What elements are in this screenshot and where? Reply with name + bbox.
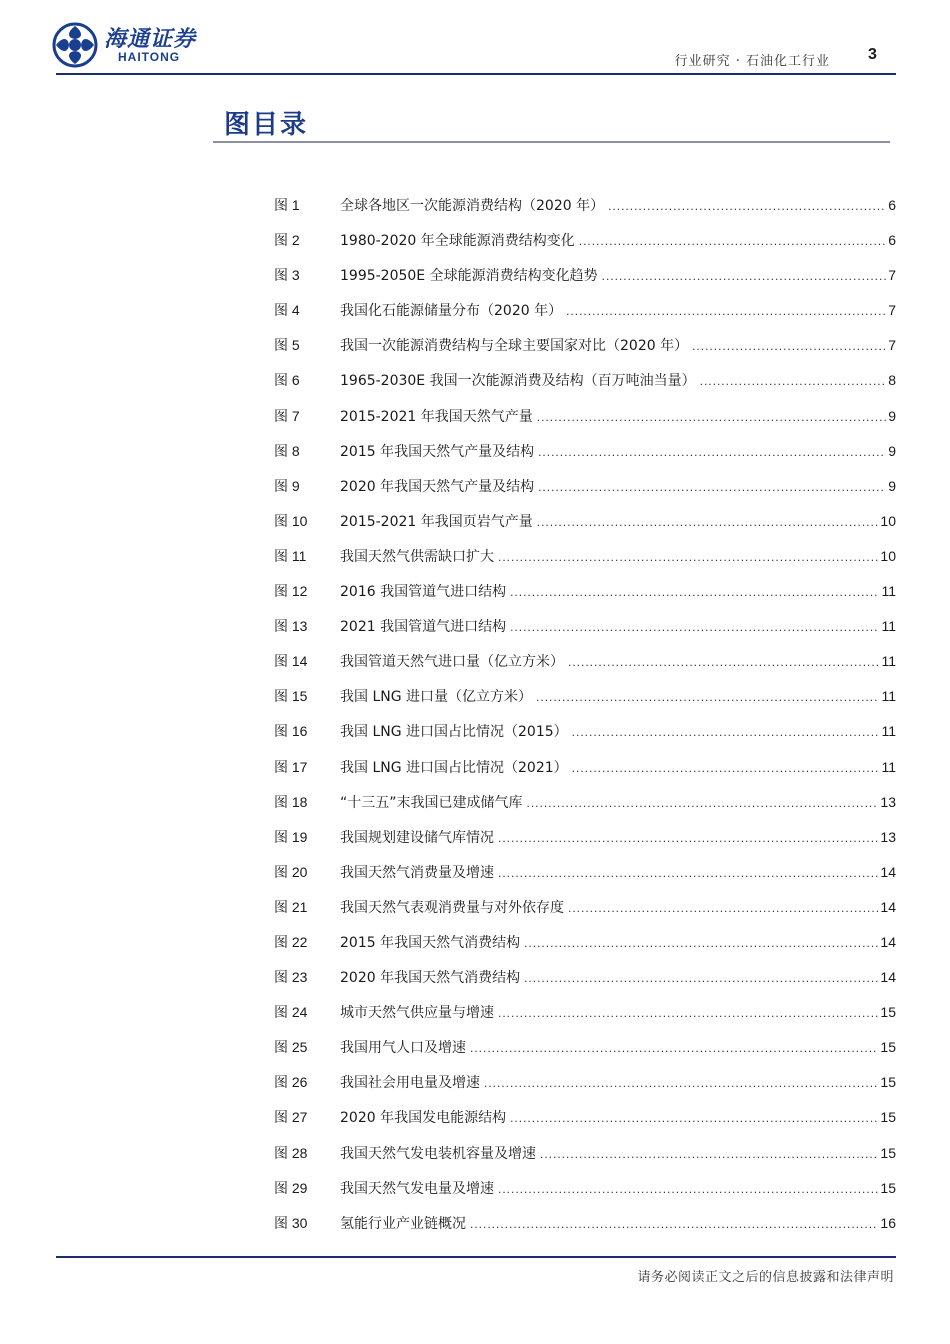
toc-entry[interactable] xyxy=(274,476,896,511)
figure-page-number: 14 xyxy=(880,969,896,986)
toc-entry-line xyxy=(340,300,896,321)
figure-title: 城市天然气供应量与增速 xyxy=(340,1005,494,1022)
footer-disclaimer: 请务必阅读正文之后的信息披露和法律声明 xyxy=(637,1270,894,1285)
toc-entry-line xyxy=(340,1178,896,1199)
toc-entry[interactable] xyxy=(274,265,896,300)
figure-page-number: 10 xyxy=(880,512,896,529)
figure-title: 2015-2021 年我国天然气产量 xyxy=(340,408,533,425)
dot-leader xyxy=(470,1038,878,1058)
figure-page-number: 11 xyxy=(881,688,896,705)
figure-title: 我国 LNG 进口量（亿立方米） xyxy=(340,689,533,706)
figure-title: 2021 我国管道气进口结构 xyxy=(340,619,507,636)
toc-entry[interactable] xyxy=(274,1002,896,1037)
toc-entry[interactable] xyxy=(274,195,896,230)
dot-leader xyxy=(510,617,879,637)
figure-title: 我国用气人口及增速 xyxy=(340,1040,466,1057)
dot-leader xyxy=(568,652,879,672)
toc-entry-line xyxy=(340,651,896,672)
figure-title: 2020 年我国发电能源结构 xyxy=(340,1110,507,1127)
figure-title: 2015 年我国天然气产量及结构 xyxy=(340,443,535,460)
title-divider xyxy=(213,141,890,143)
toc-entry-line xyxy=(340,406,896,427)
figure-number: 图 24 xyxy=(274,1004,308,1021)
dot-leader xyxy=(579,231,886,251)
figure-title: 2015 年我国天然气消费结构 xyxy=(340,934,521,951)
dot-leader xyxy=(536,687,879,707)
figure-page-number: 9 xyxy=(888,407,896,424)
toc-entry-line xyxy=(340,230,896,251)
logo-chinese-name: 海通证券 xyxy=(104,26,197,52)
toc-entry[interactable] xyxy=(274,721,896,756)
dot-leader xyxy=(470,1214,878,1234)
toc-entry[interactable] xyxy=(274,335,896,370)
figure-title: 2015-2021 年我国页岩气产量 xyxy=(340,513,533,530)
figure-title: 我国天然气发电装机容量及增速 xyxy=(340,1145,536,1162)
toc-entry-line xyxy=(340,476,896,497)
toc-entry[interactable] xyxy=(274,581,896,616)
dot-leader xyxy=(608,196,886,216)
toc-entry[interactable] xyxy=(274,1107,896,1142)
dot-leader xyxy=(540,1144,878,1164)
figure-number: 图 14 xyxy=(274,653,308,670)
figure-title: 2020 年我国天然气产量及结构 xyxy=(340,478,535,495)
figure-page-number: 11 xyxy=(881,653,896,670)
page-number: 3 xyxy=(868,46,877,63)
figure-number: 图 27 xyxy=(274,1109,308,1126)
figure-title: 1980-2020 年全球能源消费结构变化 xyxy=(340,233,575,250)
figure-number: 图 13 xyxy=(274,618,308,635)
toc-entry[interactable] xyxy=(274,827,896,862)
figure-page-number: 8 xyxy=(888,372,896,389)
figure-title: 1995-2050E 全球能源消费结构变化趋势 xyxy=(340,268,598,285)
footer-divider xyxy=(56,1256,896,1258)
figure-number: 图 25 xyxy=(274,1039,308,1056)
figure-title: 我国天然气表观消费量与对外依存度 xyxy=(340,899,564,916)
figure-page-number: 11 xyxy=(881,618,896,635)
toc-entry[interactable] xyxy=(274,651,896,686)
header-divider xyxy=(56,73,896,75)
dot-leader xyxy=(498,1179,878,1199)
figure-number: 图 4 xyxy=(274,302,300,319)
figure-title: 我国管道天然气进口量（亿立方米） xyxy=(340,654,564,671)
figure-number: 图 30 xyxy=(274,1214,308,1231)
toc-entry[interactable] xyxy=(274,757,896,792)
figure-title: 2016 我国管道气进口结构 xyxy=(340,584,507,601)
figure-page-number: 15 xyxy=(880,1074,896,1091)
figure-page-number: 11 xyxy=(881,758,896,775)
dot-leader xyxy=(537,512,879,532)
toc-entry-line xyxy=(340,686,896,707)
toc-entry-line xyxy=(340,792,896,813)
figure-page-number: 15 xyxy=(880,1179,896,1196)
figure-number: 图 7 xyxy=(274,407,300,424)
figure-number: 图 12 xyxy=(274,583,308,600)
toc-entry[interactable] xyxy=(274,862,896,897)
toc-entry[interactable] xyxy=(274,441,896,476)
figure-number: 图 28 xyxy=(274,1144,308,1161)
toc-entry[interactable] xyxy=(274,616,896,651)
figure-number: 图 18 xyxy=(274,793,308,810)
figure-number: 图 16 xyxy=(274,723,308,740)
toc-entry-line xyxy=(340,1143,896,1164)
dot-leader xyxy=(510,582,879,602)
figure-page-number: 14 xyxy=(880,898,896,915)
figure-page-number: 15 xyxy=(880,1004,896,1021)
figure-number: 图 20 xyxy=(274,863,308,880)
figure-page-number: 9 xyxy=(888,442,896,459)
figure-number: 图 22 xyxy=(274,933,308,950)
figure-number: 图 6 xyxy=(274,372,300,389)
toc-entry[interactable] xyxy=(274,1037,896,1072)
toc-entry[interactable] xyxy=(274,967,896,1002)
figure-number: 图 21 xyxy=(274,898,308,915)
figure-page-number: 11 xyxy=(881,583,896,600)
figure-page-number: 6 xyxy=(888,232,896,249)
figure-number: 图 8 xyxy=(274,442,300,459)
figure-number: 图 1 xyxy=(274,197,300,213)
figure-page-number: 15 xyxy=(880,1039,896,1056)
toc-entry-line xyxy=(340,370,896,391)
dot-leader xyxy=(692,336,886,356)
figure-title: 我国规划建设储气库情况 xyxy=(340,829,494,846)
toc-entry[interactable] xyxy=(274,932,896,967)
figure-title: 氢能行业产业链概况 xyxy=(340,1215,466,1232)
toc-entry[interactable] xyxy=(274,370,896,405)
dot-leader xyxy=(524,933,878,953)
figure-number: 图 15 xyxy=(274,688,308,705)
toc-entry[interactable] xyxy=(274,1178,896,1213)
toc-entry[interactable] xyxy=(274,1072,896,1107)
toc-entry-line xyxy=(340,721,896,742)
figure-title: 我国 LNG 进口国占比情况（2021） xyxy=(340,759,568,776)
figure-title: 我国一次能源消费结构与全球主要国家对比（2020 年） xyxy=(340,338,689,355)
toc-entry[interactable] xyxy=(274,1213,896,1248)
toc-entry-line xyxy=(340,1213,896,1234)
figure-title: 全球各地区一次能源消费结构（2020 年） xyxy=(340,198,605,214)
figure-page-number: 7 xyxy=(888,337,896,354)
figure-page-number: 14 xyxy=(880,863,896,880)
toc-entry[interactable] xyxy=(274,511,896,546)
toc-entry[interactable] xyxy=(274,546,896,581)
figure-number: 图 19 xyxy=(274,828,308,845)
toc-entry[interactable] xyxy=(274,897,896,932)
dot-leader xyxy=(498,547,878,567)
dot-leader xyxy=(527,793,879,813)
dot-leader xyxy=(537,407,886,427)
toc-entry-line xyxy=(340,581,896,602)
figure-number: 图 3 xyxy=(274,267,300,284)
figure-number: 图 9 xyxy=(274,477,300,494)
toc-entry[interactable] xyxy=(274,230,896,265)
figure-title: 我国化石能源储量分布（2020 年） xyxy=(340,303,563,320)
figure-title: 我国 LNG 进口国占比情况（2015） xyxy=(340,724,568,741)
figure-number: 图 26 xyxy=(274,1074,308,1091)
figure-title: 2020 年我国天然气消费结构 xyxy=(340,970,521,987)
figure-number: 图 5 xyxy=(274,337,300,354)
figure-number: 图 29 xyxy=(274,1179,308,1196)
figure-title: “十三五”末我国已建成储气库 xyxy=(340,794,523,811)
figure-title: 我国天然气消费量及增速 xyxy=(340,864,494,881)
figure-title: 我国社会用电量及增速 xyxy=(340,1075,480,1092)
figure-title: 我国天然气供需缺口扩大 xyxy=(340,548,494,565)
toc-entry-line xyxy=(340,897,896,918)
toc-entry-line xyxy=(340,546,896,567)
toc-entry-line xyxy=(340,1107,896,1128)
toc-entry-line xyxy=(340,441,896,462)
figure-title: 1965-2030E 我国一次能源消费及结构（百万吨油当量） xyxy=(340,373,696,390)
report-section: 行业研究 · 石油化工行业 xyxy=(674,54,830,69)
dot-leader xyxy=(498,863,878,883)
figure-page-number: 15 xyxy=(880,1144,896,1161)
toc-entry-line xyxy=(340,1072,896,1093)
dot-leader xyxy=(510,1108,878,1128)
dot-leader xyxy=(572,722,880,742)
figure-page-number: 7 xyxy=(888,302,896,319)
dot-leader xyxy=(700,371,887,391)
haitong-logo xyxy=(52,22,242,70)
figure-page-number: 11 xyxy=(881,723,896,740)
dot-leader xyxy=(498,1003,878,1023)
toc-entry-line xyxy=(340,195,896,216)
toc-entry-line xyxy=(340,932,896,953)
figure-page-number: 6 xyxy=(888,197,896,213)
figure-number: 图 2 xyxy=(274,232,300,249)
toc-entry-line xyxy=(340,616,896,637)
logo-english-name: HAITONG xyxy=(118,50,181,64)
figure-list xyxy=(274,195,896,1248)
figure-number: 图 17 xyxy=(274,758,308,775)
figure-page-number: 16 xyxy=(880,1214,896,1231)
toc-entry-line xyxy=(340,1002,896,1023)
figure-page-number: 15 xyxy=(880,1109,896,1126)
dot-leader xyxy=(538,442,886,462)
dot-leader xyxy=(566,301,886,321)
toc-entry[interactable] xyxy=(274,1143,896,1178)
toc-entry-line xyxy=(340,967,896,988)
toc-entry-line xyxy=(340,757,896,778)
figure-page-number: 14 xyxy=(880,933,896,950)
toc-entry[interactable] xyxy=(274,686,896,721)
toc-entry[interactable] xyxy=(274,406,896,441)
toc-entry-line xyxy=(340,265,896,286)
dot-leader xyxy=(602,266,887,286)
figure-page-number: 13 xyxy=(880,828,896,845)
dot-leader xyxy=(484,1073,878,1093)
toc-entry-line xyxy=(340,335,896,356)
figure-number: 图 23 xyxy=(274,969,308,986)
dot-leader xyxy=(524,968,878,988)
toc-entry-line xyxy=(340,862,896,883)
toc-entry-line xyxy=(340,827,896,848)
dot-leader xyxy=(538,477,886,497)
toc-entry[interactable] xyxy=(274,792,896,827)
figure-number: 图 10 xyxy=(274,512,308,529)
figure-page-number: 13 xyxy=(880,793,896,810)
dot-leader xyxy=(568,898,878,918)
dot-leader xyxy=(572,758,880,778)
figure-page-number: 10 xyxy=(880,547,896,564)
figure-page-number: 7 xyxy=(888,267,896,284)
dot-leader xyxy=(498,828,878,848)
toc-entry[interactable] xyxy=(274,300,896,335)
toc-entry-line xyxy=(340,511,896,532)
toc-entry-line xyxy=(340,1037,896,1058)
haitong-logo-icon xyxy=(52,22,98,68)
figure-number: 图 11 xyxy=(274,547,307,564)
figure-title: 我国天然气发电量及增速 xyxy=(340,1180,494,1197)
figure-page-number: 9 xyxy=(888,477,896,494)
page-title: 图目录 xyxy=(224,110,309,140)
